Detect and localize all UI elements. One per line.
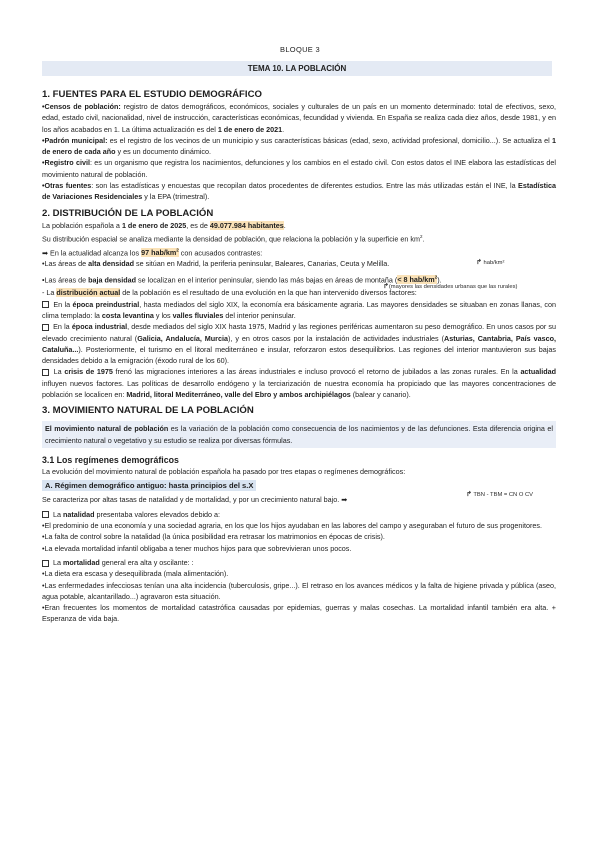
paragraph-regimenes-intro: La evolución del movimiento natural de población española ha pasado por tres etapas o regímenes demográficos: <box>42 466 406 476</box>
checkbox-square-icon <box>42 560 49 567</box>
paragraph-preindustrial: En la época preindustrial, hasta mediados del siglo XIX, la economía era básicamente agraria. Las mayores densidades se situaban en zonas llanas, con clima templado: la costa levantina y los valles fluviales del interior peninsular. <box>42 299 556 320</box>
definition-box: El movimiento natural de población es la variación de la población como consecuencia de los nacimientos y de las defunciones. Esta diferencia origina el crecimiento natural o vegetativo y su estudio se realiza por diversas fórmulas. <box>42 421 556 448</box>
note-densidades: ↱(mayores las densidades urbanas que las rurales) <box>383 283 518 290</box>
paragraph-poblacion: La población española a 1 de enero de 2025, es de 49.077.984 habitantes. <box>42 220 286 230</box>
section-1-title: 1. FUENTES PARA EL ESTUDIO DEMOGRÁFICO <box>42 89 262 100</box>
topic-title: TEMA 10. LA POBLACIÓN <box>42 61 552 76</box>
paragraph-alta-densidad: •Las áreas de alta densidad se sitúan en Madrid, la periferia peninsular, Baleares, Canarias, Ceuta y Melilla. <box>42 259 390 269</box>
section-3-title: 3. MOVIMIENTO NATURAL DE LA POBLACIÓN <box>42 405 254 417</box>
checkbox-square-icon <box>42 511 49 518</box>
checkbox-square-icon <box>42 369 49 376</box>
list-item: •Las enfermedades infecciosas tenían una alta incidencia (tuberculosis, gripe...). El retraso en los avances médicos y la falta de higiene privada y pública (aseo, agua potable, alcantarillado...) agravaron esta situación. <box>42 580 556 601</box>
list-item: •El predominio de una economía y una sociedad agraria, en los que los hijos ayudaban en las labores del campo y aseguraban el futuro de sus progenitores. <box>42 521 542 531</box>
paragraph-padron: •Padrón municipal: es el registro de los vecinos de un municipio y sus características básicas (edad, sexo, actividad profesional, domicilio...). Se actualiza el 1 de enero de cada año y es un documento dinámico. <box>42 135 556 157</box>
paragraph-otras: •Otras fuentes: son las estadísticas y encuestas que recopilan datos procedentes de diferentes estudios. Entre las más utilizadas están el INE, la Estadística de Variaciones Residenciales y la EPA (trimestral). <box>42 181 556 202</box>
paragraph-crisis: La crisis de 1975 frenó las migraciones interiores a las áreas industriales e incluso provocó el retorno de jubilados a las zonas rurales. En la actualidad influyen nuevos factores. Las políticas de desarrollo endógeno y la terciarización de nuestra economía ha propiciado que las mayores concentraciones de población se localicen en: Madrid, litoral Mediterráneo, valle del Ebro y ambos archipiélagos (balear y canario). <box>42 367 556 399</box>
paragraph-industrial: En la época industrial, desde mediados del siglo XIX hasta 1975, Madrid y las regiones periféricas aumentaron su peso demográfico. En unos casos por su elevado crecimiento natural (Galicia, Andalucía, Murcia), y en otros casos por la instalación de actividades industriales (Asturias, Cantabria, País vasco, Cataluña...). Posteriormente, el turismo en el litoral mediterráneo e insular, reforzaron estos desequilibrios. Las regiones del interior mantuvieron sus bajas densidades debido a la emigración (éxodo rural de los 60). <box>42 322 556 366</box>
regime-a-heading: A. Régimen demográfico antiguo: hasta principios del s.X <box>42 480 256 491</box>
arrow-icon: ↱ <box>476 259 482 266</box>
paragraph-registro: •Registro civil: es un organismo que registra los nacimientos, defunciones y los cambios en el estado civil. Con estos datos el INE elabora las estadísticas del movimiento natural de población. <box>42 158 556 179</box>
paragraph-regime-a-desc: Se caracteriza por altas tasas de natalidad y de mortalidad, y por un crecimiento natural bajo. ➡ <box>42 495 348 505</box>
paragraph-censos: •Censos de población: registro de datos demográficos, económicos, sociales y culturales de un país en un momento determinado: total de efectivos, sexo, edad, estado civil, nacionalidad, nivel de instrucción, características económicas, fecundidad y vivienda. En España se realiza cada diez años, desde 1981, y en los años acabados en 1. La última actualización es del 1 de enero de 2021. <box>42 102 556 134</box>
paragraph-mortalidad: La mortalidad general era alta y oscilante: : <box>42 557 556 568</box>
paragraph-distribucion: Su distribución espacial se analiza mediante la densidad de población, que relaciona la población y la superficie en $km^2$. <box>42 233 425 244</box>
arrow-icon: ↱ <box>466 491 472 498</box>
paragraph-distribucion-actual: - La distribución actual de la población es el resultado de una evolución en la que han intervenido diversos factores: <box>42 288 417 298</box>
arrow-icon: ↱ <box>383 283 389 290</box>
list-item: •La elevada mortalidad infantil obligaba a tener muchos hijos para que sobrevivieran unos pocos. <box>42 543 352 553</box>
subsection-3-1-title: 3.1 Los regímenes demográficos <box>42 454 179 465</box>
note-hab-km: ↱ hab/km² <box>476 259 505 266</box>
population-value: 49.077.984 habitantes <box>209 220 284 230</box>
section-2-title: 2. DISTRIBUCIÓN DE LA POBLACIÓN <box>42 207 214 219</box>
list-item: •La falta de control sobre la natalidad (la única posibilidad era retrasar los matrimonios en épocas de crisis). <box>42 532 385 542</box>
document-body <box>42 89 556 625</box>
paragraph-actualidad: ➡ En la actualidad alcanza los 97 hab/$km^2$ con acusados contrastes: <box>42 247 263 258</box>
list-item: •La dieta era escasa y desequilibrada (mala alimentación). <box>42 569 229 579</box>
paragraph-baja-densidad: •Las áreas de baja densidad se localizan en el interior peninsular, siendo las más bajas en áreas de montaña (< 8 hab/$km^2$). <box>42 274 442 285</box>
note-formula: ↱ TBN - TBM = CN O CV <box>466 491 534 498</box>
list-item: •Eran frecuentes los momentos de mortalidad catastrófica causadas por epidemias, guerras y malas cosechas. La mortalidad infantil también era alta. + Esperanza de vida baja. <box>42 603 556 624</box>
density-value: 97 hab/$km^2$ <box>141 247 179 258</box>
checkbox-square-icon <box>42 324 49 331</box>
paragraph-natalidad: La natalidad presentaba valores elevados debido a: <box>42 509 556 520</box>
block-label: BLOQUE 3 <box>280 45 320 54</box>
checkbox-square-icon <box>42 301 49 308</box>
